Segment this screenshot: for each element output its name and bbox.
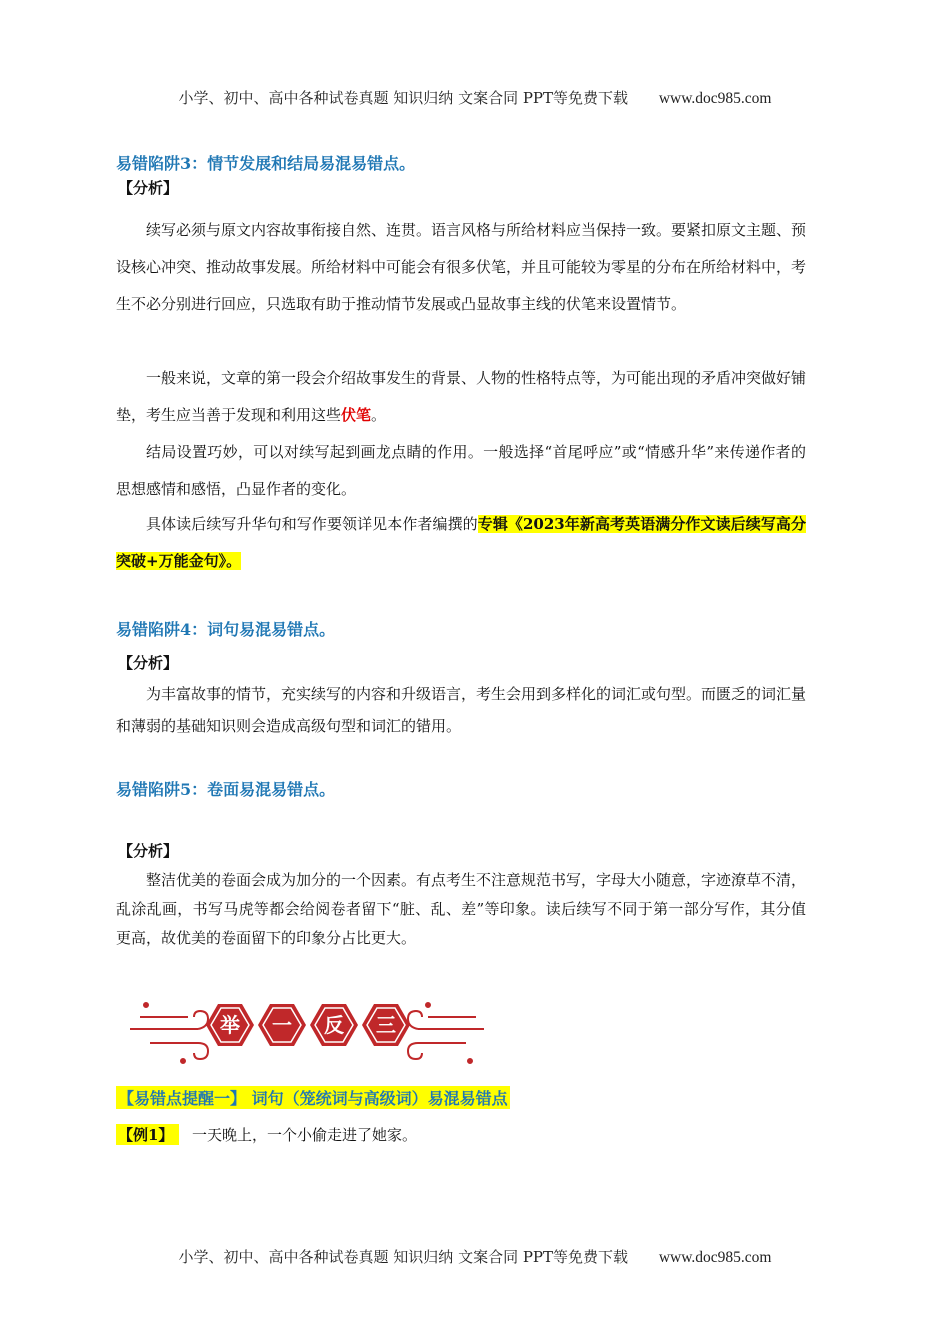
page-header [0, 87, 950, 108]
paragraph-text: 。 [371, 406, 387, 424]
banner-graphic [128, 985, 488, 1075]
banner-hex-4 [362, 1004, 410, 1046]
page-footer [0, 1246, 950, 1267]
highlighted-reference: 专辑《2023年新高考英语满分作文读后续写高分突破+万能金句》。 [116, 515, 806, 570]
banner-left-decoration [130, 1003, 208, 1063]
paragraph [116, 506, 806, 580]
section-title-trap-4: 易错陷阱4：词句易混易错点。 [116, 620, 336, 639]
analysis-label: 【分析】 [118, 654, 179, 672]
analysis-label: 【分析】 [118, 179, 179, 197]
banner-hex-1 [206, 1004, 254, 1046]
analysis-label: 【分析】 [118, 842, 179, 860]
banner-char: 一 [272, 1013, 292, 1037]
banner-hex-2 [258, 1004, 306, 1046]
footer-url[interactable]: www.doc985.com [658, 1249, 772, 1266]
banner-hex-3 [310, 1004, 358, 1046]
tip-heading: 【易错点提醒一】 词句（笼统词与高级词）易混易错点 [116, 1086, 510, 1109]
paragraph-text: 具体读后续写升华句和写作要领详见本作者编撰的 [146, 515, 478, 533]
header-url[interactable]: www.doc985.com [658, 90, 772, 107]
paragraph-text: 一般来说，文章的第一段会介绍故事发生的背景、人物的性格特点等，为可能出现的矛盾冲突做好铺垫，考生应当善于发现和利用这些 [116, 369, 807, 424]
header-text: 小学、初中、高中各种试卷真题 知识归纳 文案合同 PPT等免费下载 [178, 89, 629, 107]
section-title-trap-3: 易错陷阱3：情节发展和结局易混易错点。 [116, 154, 416, 173]
banner-char: 举 [220, 1013, 240, 1037]
section-title-trap-5: 易错陷阱5：卷面易混易错点。 [116, 780, 336, 799]
example-label: 【例1】 [116, 1124, 179, 1145]
paragraph: 结局设置巧妙，可以对续写起到画龙点睛的作用。一般选择“首尾呼应”或“情感升华”来传递作者的思想感情和感悟，凸显作者的变化。 [116, 443, 806, 498]
banner-char: 三 [376, 1013, 396, 1037]
paragraph: 为丰富故事的情节，充实续写的内容和升级语言，考生会用到多样化的词汇或句型。而匮乏的词汇量和薄弱的基础知识则会造成高级句型和词汇的错用。 [116, 685, 807, 735]
banner-right-decoration [408, 1003, 484, 1063]
banner-char: 反 [324, 1013, 344, 1037]
footer-text: 小学、初中、高中各种试卷真题 知识归纳 文案合同 PPT等免费下载 [178, 1248, 629, 1266]
emphasis-text: 伏笔 [341, 406, 372, 424]
example-text: 一天晚上，一个小偷走进了她家。 [192, 1126, 418, 1144]
paragraph [116, 360, 806, 434]
paragraph: 续写必须与原文内容故事衔接自然、连贯。语言风格与所给材料应当保持一致。要紧扣原文主题、预设核心冲突、推动故事发展。所给材料中可能会有很多伏笔，并且可能较为零星的分布在所给材料中，考生不必分别进行回应，只选取有助于推动情节发展或凸显故事主线的伏笔来设置情节。 [116, 221, 807, 313]
paragraph: 整洁优美的卷面会成为加分的一个因素。有点考生不注意规范书写，字母大小随意，字迹潦草不清，乱涂乱画，书写马虎等都会给阅卷者留下“脏、乱、差”等印象。读后续写不同于第一部分写作，其分值更高，故优美的卷面留下的印象分占比更大。 [116, 871, 807, 947]
banner-hexagons [206, 1004, 410, 1046]
